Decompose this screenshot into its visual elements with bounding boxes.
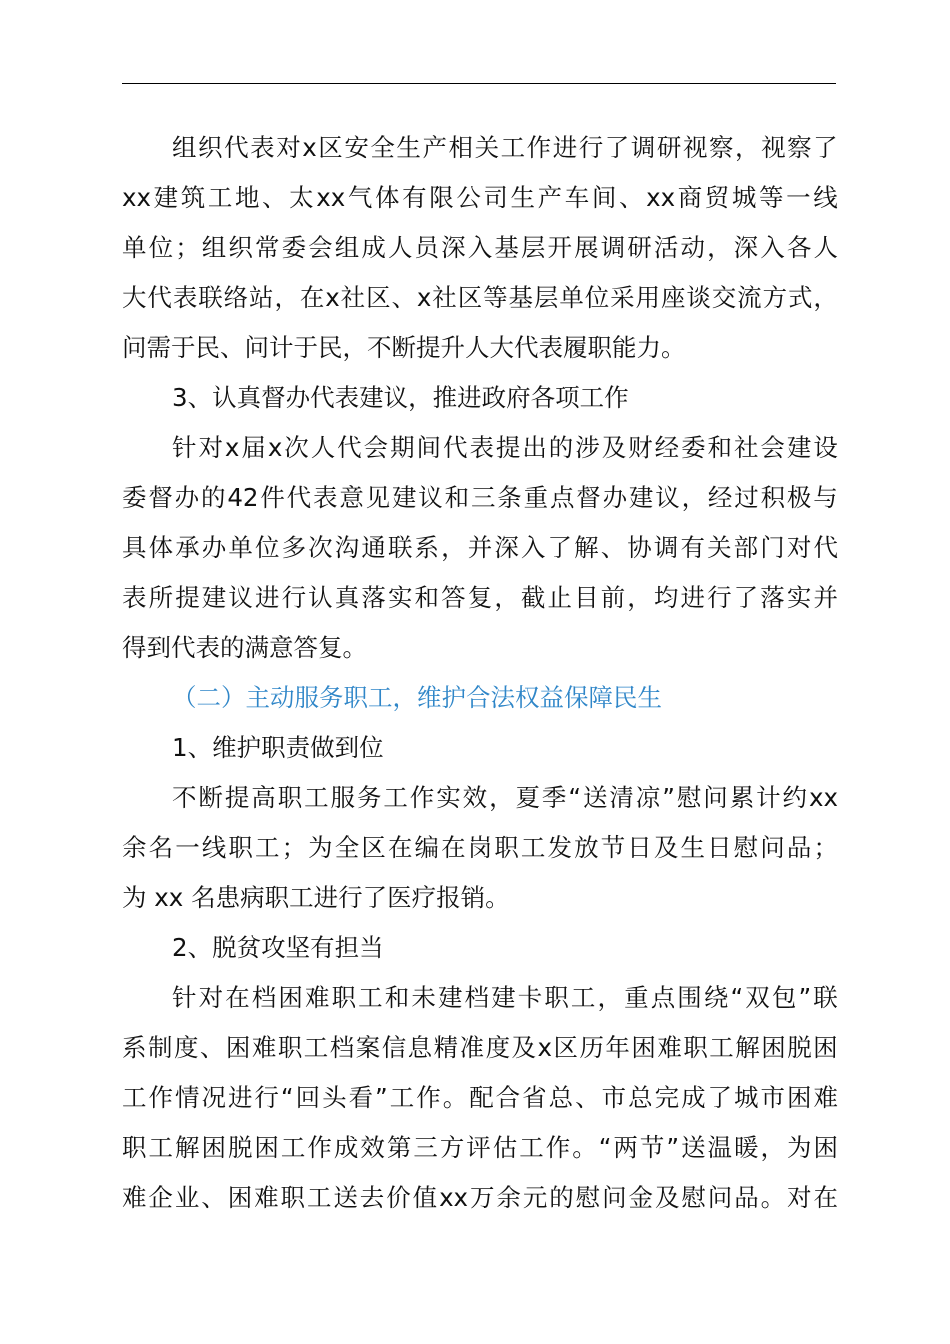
paragraph-line: 职 工 解 困 脱 困 工 作 成 效 第 三 方 评 估 工 作 。 “ 两 节 ” 送 温 暖 ， 为 困 — [122, 1133, 838, 1162]
paragraph-line: 表 所 提 建 议 进 行 认 真 落 实 和 答 复 ， 截 止 目 前 ， 均 进 行 了 落 实 并 — [122, 583, 838, 612]
subsection-heading: 2、脱贫攻坚有担当 — [172, 933, 384, 962]
paragraph-line: 不 断 提 高 职 工 服 务 工 作 实 效 ， 夏 季 “ 送 清 凉 ” 慰 问 累 计 约 xx — [172, 783, 838, 812]
subsection-heading: 1、维护职责做到位 — [172, 733, 384, 762]
paragraph-line: 大 代 表 联 络 站 ， 在 x 社 区 、 x 社 区 等 基 层 单 位 采 用 座 谈 交 流 方 式 ， — [122, 283, 838, 312]
paragraph-line: 难 企 业 、 困 难 职 工 送 去 价 值 xx 万 余 元 的 慰 问 金 及 慰 问 品 。 对 在 — [122, 1183, 838, 1212]
document-body — [122, 123, 838, 1223]
section-heading: （二）主动服务职工，维护合法权益保障民生 — [172, 683, 662, 712]
paragraph-line: 单 位 ； 组 织 常 委 会 组 成 人 员 深 入 基 层 开 展 调 研 活 动 ， 深 入 各 人 — [122, 233, 838, 262]
subsection-heading: 3、认真督办代表建议，推进政府各项工作 — [172, 383, 629, 412]
paragraph-line: 为 xx 名患病职工进行了医疗报销。 — [122, 883, 510, 912]
paragraph-line: 得到代表的满意答复。 — [122, 633, 367, 662]
paragraph-line: 组 织 代 表 对 x 区 安 全 生 产 相 关 工 作 进 行 了 调 研 视 察 ， 视 察 了 — [172, 133, 838, 162]
paragraph-line: 委 督 办 的 42 件 代 表 意 见 建 议 和 三 条 重 点 督 办 建 议 ， 经 过 积 极 与 — [122, 483, 838, 512]
paragraph-line: xx 建 筑 工 地 、 太 xx 气 体 有 限 公 司 生 产 车 间 、 xx 商 贸 城 等 一 线 — [122, 183, 838, 212]
paragraph-line: 针 对 在 档 困 难 职 工 和 未 建 档 建 卡 职 工 ， 重 点 围 绕 “ 双 包 ” 联 — [172, 983, 838, 1012]
header-rule — [122, 83, 836, 84]
paragraph-line: 工 作 情 况 进 行 “ 回 头 看 ” 工 作 。 配 合 省 总 、 市 总 完 成 了 城 市 困 难 — [122, 1083, 838, 1112]
paragraph-line: 系 制 度 、 困 难 职 工 档 案 信 息 精 准 度 及 x 区 历 年 困 难 职 工 解 困 脱 困 — [122, 1033, 838, 1062]
paragraph-line: 具 体 承 办 单 位 多 次 沟 通 联 系 ， 并 深 入 了 解 、 协 调 有 关 部 门 对 代 — [122, 533, 838, 562]
paragraph-line: 问需于民、问计于民，不断提升人大代表履职能力。 — [122, 333, 686, 362]
paragraph-line: 针 对 x 届 x 次 人 代 会 期 间 代 表 提 出 的 涉 及 财 经 委 和 社 会 建 设 — [172, 433, 838, 462]
paragraph-line: 余 名 一 线 职 工 ； 为 全 区 在 编 在 岗 职 工 发 放 节 日 及 生 日 慰 问 品 ； — [122, 833, 838, 862]
